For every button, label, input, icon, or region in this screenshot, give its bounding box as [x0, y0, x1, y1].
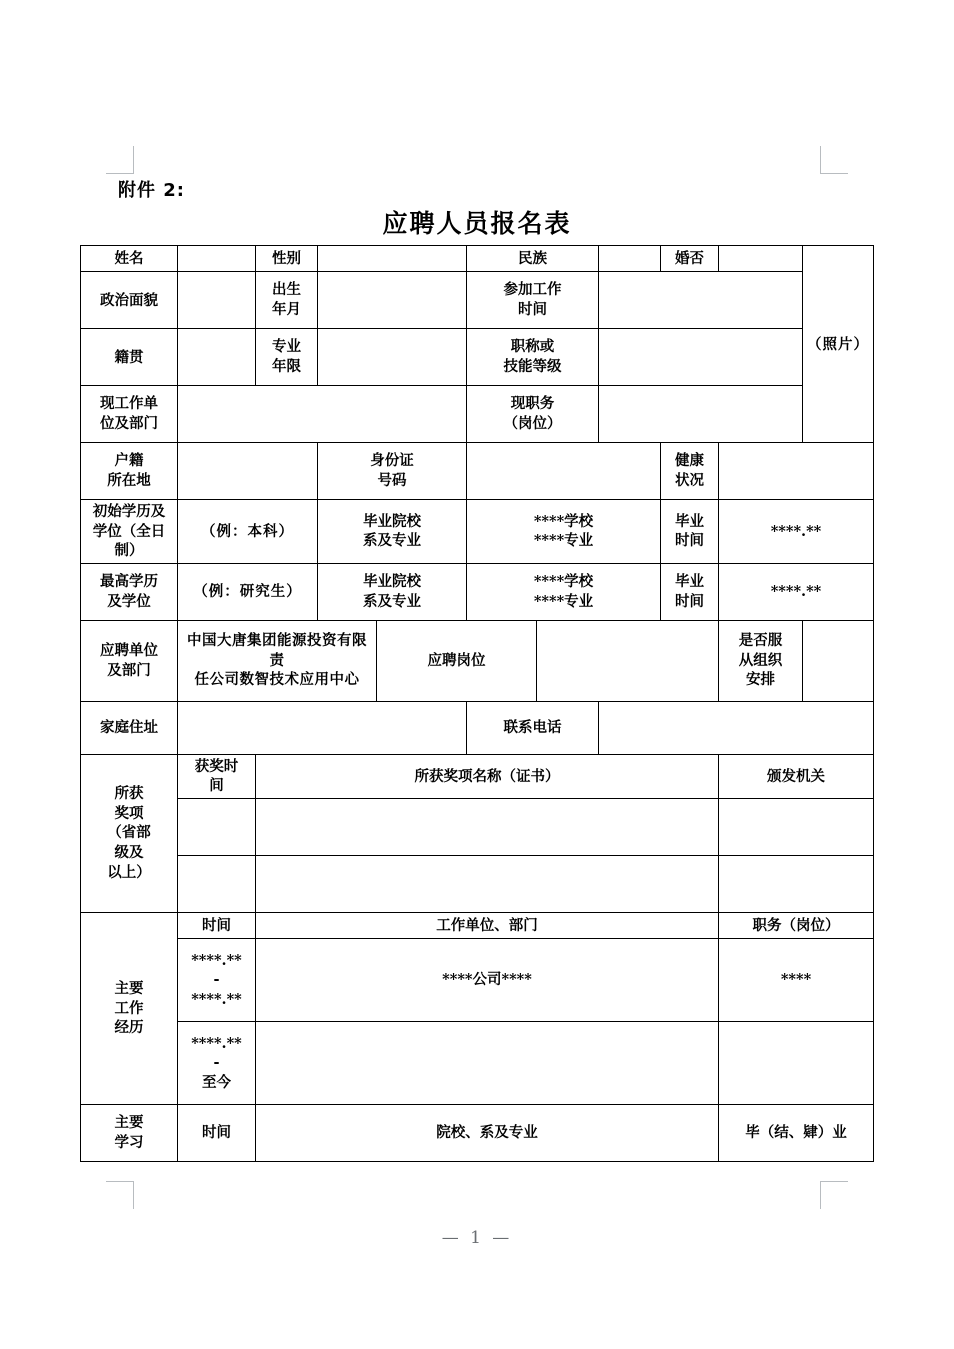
label-first-degree-grad-time: 毕业 时间 — [661, 500, 719, 564]
label-home-address: 家庭住址 — [81, 701, 178, 754]
crop-mark-top-right — [820, 146, 848, 174]
label-political-status: 政治面貌 — [81, 272, 178, 329]
application-form-table — [80, 245, 874, 1162]
field-award-name[interactable] — [256, 855, 719, 912]
label-major-years: 专业 年限 — [256, 329, 318, 386]
photo-placeholder: （照片） — [803, 246, 874, 443]
table-row-household — [81, 443, 874, 500]
label-apply-position: 应聘岗位 — [377, 620, 537, 701]
field-highest-degree-example[interactable]: （例：研究生） — [178, 563, 318, 620]
label-native-place: 籍贯 — [81, 329, 178, 386]
label-first-degree-school: 毕业院校 系及专业 — [318, 500, 467, 564]
field-title-or-skill-level-value[interactable] — [599, 329, 803, 386]
field-first-degree-school-value[interactable]: ****学校 ****专业 — [467, 500, 661, 564]
page-title: 应聘人员报名表 — [382, 209, 572, 238]
table-row-name — [81, 246, 874, 272]
table-row-award-entry — [81, 855, 874, 912]
label-work-experience-section: 主要 工作 经历 — [81, 912, 178, 1104]
label-highest-degree: 最高学历 及学位 — [81, 563, 178, 620]
table-row-native-place — [81, 329, 874, 386]
label-current-unit: 现工作单 位及部门 — [81, 386, 178, 443]
label-obey-assignment: 是否服 从组织 安排 — [719, 620, 803, 701]
field-highest-degree-grad-time-value[interactable]: ****.** — [719, 563, 874, 620]
table-row-awards-header — [81, 754, 874, 798]
label-gender: 性别 — [256, 246, 318, 272]
field-work-time[interactable]: ****.** - ****.** — [178, 938, 256, 1021]
label-health-status: 健康 状况 — [661, 443, 719, 500]
header-study-time: 时间 — [178, 1104, 256, 1161]
label-highest-degree-school: 毕业院校 系及专业 — [318, 563, 467, 620]
field-highest-degree-school-value[interactable]: ****学校 ****专业 — [467, 563, 661, 620]
field-award-name[interactable] — [256, 798, 719, 855]
field-political-status-value[interactable] — [178, 272, 256, 329]
label-work-start-time: 参加工作 时间 — [467, 272, 599, 329]
table-row-work-entry — [81, 1021, 874, 1104]
label-contact-phone: 联系电话 — [467, 701, 599, 754]
header-study-school: 院校、系及专业 — [256, 1104, 719, 1161]
label-apply-unit: 应聘单位 及部门 — [81, 620, 178, 701]
label-marital: 婚否 — [661, 246, 719, 272]
field-contact-phone-value[interactable] — [599, 701, 874, 754]
field-current-unit-value[interactable] — [178, 386, 467, 443]
label-ethnicity: 民族 — [467, 246, 599, 272]
table-row-address — [81, 701, 874, 754]
field-household-location-value[interactable] — [178, 443, 318, 500]
field-award-issuer[interactable] — [719, 855, 874, 912]
field-health-status-value[interactable] — [719, 443, 874, 500]
field-home-address-value[interactable] — [178, 701, 467, 754]
field-work-time[interactable]: ****.** - 至今 — [178, 1021, 256, 1104]
label-title-or-skill-level: 职称或 技能等级 — [467, 329, 599, 386]
field-major-years-value[interactable] — [318, 329, 467, 386]
field-obey-assignment-value[interactable] — [803, 620, 874, 701]
field-name-value[interactable] — [178, 246, 256, 272]
field-birth-date-value[interactable] — [318, 272, 467, 329]
header-work-unit: 工作单位、部门 — [256, 912, 719, 938]
crop-mark-bottom-right — [820, 1181, 848, 1209]
label-awards-section: 所获 奖项 （省部 级及 以上） — [81, 754, 178, 912]
table-row-study-experience-header — [81, 1104, 874, 1161]
header-award-name: 所获奖项名称（证书） — [256, 754, 719, 798]
field-gender-value[interactable] — [318, 246, 467, 272]
label-first-degree: 初始学历及 学位（全日制） — [81, 500, 178, 564]
attachment-label: 附件 2: — [118, 180, 185, 201]
table-row-current-work — [81, 386, 874, 443]
table-row-apply — [81, 620, 874, 701]
label-id-number: 身份证 号码 — [318, 443, 467, 500]
label-highest-degree-grad-time: 毕业 时间 — [661, 563, 719, 620]
field-award-time[interactable] — [178, 798, 256, 855]
field-marital-value[interactable] — [719, 246, 803, 272]
field-work-position[interactable]: **** — [719, 938, 874, 1021]
table-row-work-entry — [81, 938, 874, 1021]
crop-mark-top-left — [106, 146, 134, 174]
label-name: 姓名 — [81, 246, 178, 272]
field-native-place-value[interactable] — [178, 329, 256, 386]
table-row-highest-degree — [81, 563, 874, 620]
field-apply-unit-value[interactable]: 中国大唐集团能源投资有限责 任公司数智技术应用中心 — [178, 620, 377, 701]
header-award-time: 获奖时 间 — [178, 754, 256, 798]
field-work-start-time-value[interactable] — [599, 272, 803, 329]
header-award-issuer: 颁发机关 — [719, 754, 874, 798]
field-award-issuer[interactable] — [719, 798, 874, 855]
page-number-footer: — 1 — — [441, 1228, 513, 1248]
field-award-time[interactable] — [178, 855, 256, 912]
table-row-political — [81, 272, 874, 329]
field-current-position-value[interactable] — [599, 386, 803, 443]
label-household-location: 户籍 所在地 — [81, 443, 178, 500]
field-first-degree-grad-time-value[interactable]: ****.** — [719, 500, 874, 564]
table-row-award-entry — [81, 798, 874, 855]
field-ethnicity-value[interactable] — [599, 246, 661, 272]
label-birth-date: 出生 年月 — [256, 272, 318, 329]
header-study-graduation: 毕（结、肄）业 — [719, 1104, 874, 1161]
table-row-work-experience-header — [81, 912, 874, 938]
table-row-first-degree — [81, 500, 874, 564]
label-current-position: 现职务 （岗位） — [467, 386, 599, 443]
field-work-position[interactable] — [719, 1021, 874, 1104]
field-apply-position-value[interactable] — [537, 620, 719, 701]
field-first-degree-example[interactable]: （例：本科） — [178, 500, 318, 564]
header-work-position: 职务（岗位） — [719, 912, 874, 938]
header-work-time: 时间 — [178, 912, 256, 938]
label-study-experience-section: 主要 学习 — [81, 1104, 178, 1161]
field-work-unit[interactable]: ****公司**** — [256, 938, 719, 1021]
field-work-unit[interactable] — [256, 1021, 719, 1104]
crop-mark-bottom-left — [106, 1181, 134, 1209]
field-id-number-value[interactable] — [467, 443, 661, 500]
